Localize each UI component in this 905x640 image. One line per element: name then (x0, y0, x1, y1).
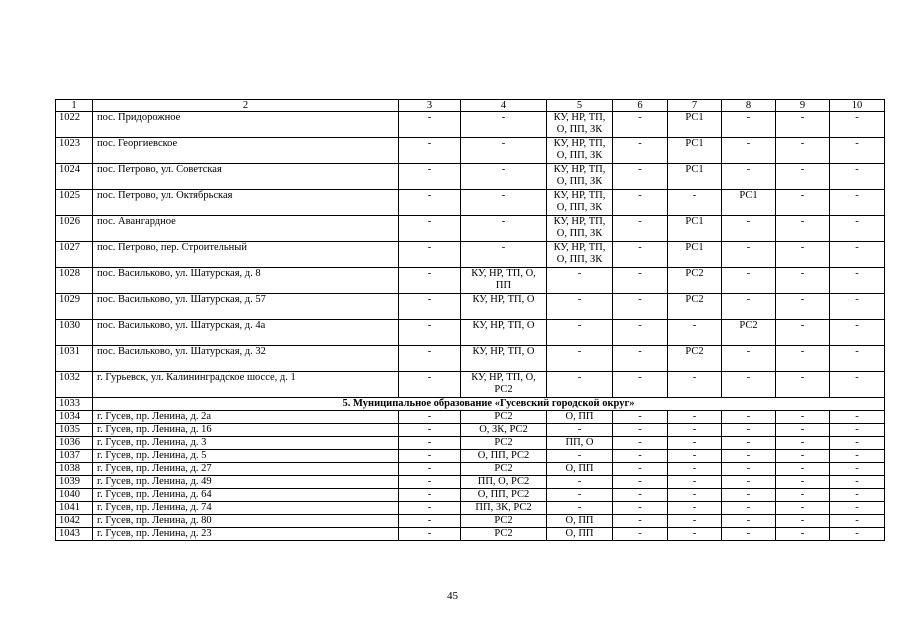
header-cell: 2 (93, 100, 399, 112)
table-cell: О, ПП (547, 411, 613, 424)
table-cell: КУ, НР, ТП, О, ПП, ЗК (547, 216, 613, 242)
table-cell: - (399, 164, 461, 190)
table-cell: - (547, 476, 613, 489)
table-row (56, 502, 885, 515)
table-cell: РС2 (668, 294, 722, 320)
table-cell: - (668, 476, 722, 489)
table-cell: - (722, 437, 776, 450)
table-cell: - (830, 242, 885, 268)
table-cell: - (776, 138, 830, 164)
table-cell: - (722, 138, 776, 164)
table-cell: - (830, 268, 885, 294)
table-cell: - (613, 528, 668, 541)
address-cell: г. Гусев, пр. Ленина, д. 23 (93, 528, 399, 541)
table-cell: КУ, НР, ТП, О, ПП, ЗК (547, 190, 613, 216)
table-cell: РС2 (461, 528, 547, 541)
table-cell: - (399, 437, 461, 450)
table-cell: - (830, 190, 885, 216)
table-cell: - (830, 515, 885, 528)
row-number: 1035 (56, 424, 93, 437)
table-cell: - (399, 138, 461, 164)
table-cell: - (722, 164, 776, 190)
table-row (56, 112, 885, 138)
address-cell: г. Гусев, пр. Ленина, д. 49 (93, 476, 399, 489)
table-cell: - (399, 320, 461, 346)
row-number: 1022 (56, 112, 93, 138)
table-cell: - (547, 450, 613, 463)
table-cell: - (613, 242, 668, 268)
address-cell: пос. Васильково, ул. Шатурская, д. 4а (93, 320, 399, 346)
table-cell: - (830, 476, 885, 489)
address-cell: пос. Придорожное (93, 112, 399, 138)
table-row (56, 268, 885, 294)
table-cell: - (461, 242, 547, 268)
address-cell: г. Гусев, пр. Ленина, д. 80 (93, 515, 399, 528)
table-cell: - (613, 138, 668, 164)
table-cell: - (830, 294, 885, 320)
table-row (56, 242, 885, 268)
table-cell: - (668, 528, 722, 541)
table-cell: - (399, 489, 461, 502)
table-cell: - (830, 138, 885, 164)
row-number: 1034 (56, 411, 93, 424)
address-cell: г. Гурьевск, ул. Калининградское шоссе, д. 1 (93, 372, 399, 398)
table-row (56, 216, 885, 242)
table-cell: - (830, 450, 885, 463)
table-cell: - (613, 437, 668, 450)
address-cell: пос. Васильково, ул. Шатурская, д. 32 (93, 346, 399, 372)
table-cell: КУ, НР, ТП, О (461, 320, 547, 346)
table-cell: - (547, 489, 613, 502)
table-cell: - (830, 346, 885, 372)
table-cell: - (830, 411, 885, 424)
table-cell: РС2 (722, 320, 776, 346)
table-cell: - (668, 450, 722, 463)
table-cell: - (722, 411, 776, 424)
table-cell: - (830, 164, 885, 190)
row-number: 1031 (56, 346, 93, 372)
row-number: 1023 (56, 138, 93, 164)
table-cell: - (547, 424, 613, 437)
row-number: 1027 (56, 242, 93, 268)
table-cell: КУ, НР, ТП, О, ПП, ЗК (547, 112, 613, 138)
header-cell: 5 (547, 100, 613, 112)
table-row (56, 476, 885, 489)
table-row (56, 138, 885, 164)
table-cell: - (776, 411, 830, 424)
table-row (56, 489, 885, 502)
row-number: 1036 (56, 437, 93, 450)
table-body (56, 100, 885, 541)
header-cell: 8 (722, 100, 776, 112)
table-row (56, 528, 885, 541)
table-row (56, 164, 885, 190)
table-cell: - (613, 489, 668, 502)
table-cell: КУ, НР, ТП, О, РС2 (461, 372, 547, 398)
header-cell: 3 (399, 100, 461, 112)
table-cell: - (668, 489, 722, 502)
row-number: 1037 (56, 450, 93, 463)
table-cell: РС2 (461, 411, 547, 424)
table-cell: РС2 (668, 268, 722, 294)
address-cell: г. Гусев, пр. Ленина, д. 64 (93, 489, 399, 502)
row-number: 1028 (56, 268, 93, 294)
address-cell: г. Гусев, пр. Ленина, д. 2а (93, 411, 399, 424)
table-cell: - (776, 515, 830, 528)
table-cell: - (668, 502, 722, 515)
table-cell: - (399, 190, 461, 216)
table-cell: - (722, 424, 776, 437)
table-cell: О, ПП (547, 463, 613, 476)
table-cell: - (461, 112, 547, 138)
table-cell: - (776, 190, 830, 216)
row-number: 1042 (56, 515, 93, 528)
table-cell: - (668, 437, 722, 450)
table-row (56, 190, 885, 216)
header-cell: 4 (461, 100, 547, 112)
table-cell: - (776, 372, 830, 398)
table-cell: - (547, 346, 613, 372)
table-cell: РС1 (668, 164, 722, 190)
section-row (56, 398, 885, 411)
table-cell: КУ, НР, ТП, О, ПП, ЗК (547, 242, 613, 268)
row-number: 1029 (56, 294, 93, 320)
table-cell: - (547, 372, 613, 398)
table-cell: - (776, 346, 830, 372)
table-cell: - (830, 502, 885, 515)
table-cell: - (722, 476, 776, 489)
table-cell: - (830, 424, 885, 437)
table-cell: - (613, 515, 668, 528)
table-cell: - (830, 463, 885, 476)
table-row (56, 294, 885, 320)
table-cell: - (776, 489, 830, 502)
table-cell: - (776, 437, 830, 450)
table-cell: - (776, 294, 830, 320)
row-number: 1039 (56, 476, 93, 489)
table-cell: - (461, 190, 547, 216)
table-cell: - (776, 463, 830, 476)
table-cell: - (613, 164, 668, 190)
table-cell: РС1 (722, 190, 776, 216)
address-cell: пос. Петрово, ул. Октябрьская (93, 190, 399, 216)
table-cell: - (461, 138, 547, 164)
table-cell: - (613, 424, 668, 437)
table-cell: - (613, 502, 668, 515)
table-cell: - (613, 320, 668, 346)
section-title: 5. Муниципальное образование «Гусевский городской округ» (93, 398, 885, 411)
address-cell: г. Гусев, пр. Ленина, д. 5 (93, 450, 399, 463)
table-cell: РС1 (668, 112, 722, 138)
table-cell: - (399, 450, 461, 463)
table-cell: - (830, 372, 885, 398)
table-cell: РС2 (461, 437, 547, 450)
address-cell: пос. Васильково, ул. Шатурская, д. 8 (93, 268, 399, 294)
table-cell: - (668, 320, 722, 346)
table-cell: РС1 (668, 242, 722, 268)
table-cell: - (668, 372, 722, 398)
table-row (56, 437, 885, 450)
table-cell: - (613, 463, 668, 476)
table-cell: - (830, 489, 885, 502)
address-cell: г. Гусев, пр. Ленина, д. 16 (93, 424, 399, 437)
table-cell: - (830, 528, 885, 541)
table-cell: РС2 (668, 346, 722, 372)
row-number: 1025 (56, 190, 93, 216)
table-cell: РС1 (668, 138, 722, 164)
row-number: 1024 (56, 164, 93, 190)
header-cell: 6 (613, 100, 668, 112)
table-cell: - (399, 411, 461, 424)
table-cell: - (547, 294, 613, 320)
table-cell: - (776, 320, 830, 346)
table-cell: - (722, 463, 776, 476)
table-cell: - (461, 216, 547, 242)
table-cell: - (399, 502, 461, 515)
header-cell: 1 (56, 100, 93, 112)
table-cell: - (776, 164, 830, 190)
table-cell: - (399, 242, 461, 268)
table-cell: - (613, 216, 668, 242)
table-cell: - (776, 502, 830, 515)
table-cell: - (776, 476, 830, 489)
table-row (56, 463, 885, 476)
row-number: 1043 (56, 528, 93, 541)
table-cell: - (399, 515, 461, 528)
row-number: 1038 (56, 463, 93, 476)
address-cell: г. Гусев, пр. Ленина, д. 27 (93, 463, 399, 476)
header-row (56, 100, 885, 112)
address-cell: пос. Васильково, ул. Шатурская, д. 57 (93, 294, 399, 320)
table-cell: КУ, НР, ТП, О, ПП (461, 268, 547, 294)
table-cell: - (776, 242, 830, 268)
table-cell: - (722, 515, 776, 528)
table-cell: - (399, 294, 461, 320)
table-row (56, 346, 885, 372)
table-cell: - (776, 528, 830, 541)
table-cell: - (722, 528, 776, 541)
table-cell: - (399, 476, 461, 489)
table-cell: - (399, 463, 461, 476)
header-cell: 7 (668, 100, 722, 112)
table-cell: - (776, 424, 830, 437)
table-cell: КУ, НР, ТП, О, ПП, ЗК (547, 138, 613, 164)
table-row (56, 372, 885, 398)
table-row (56, 450, 885, 463)
table-cell: - (399, 424, 461, 437)
table-cell: - (613, 268, 668, 294)
table-cell: - (613, 450, 668, 463)
table-cell: - (547, 320, 613, 346)
row-number: 1033 (56, 398, 93, 411)
address-cell: г. Гусев, пр. Ленина, д. 74 (93, 502, 399, 515)
table-cell: - (722, 502, 776, 515)
table-cell: - (830, 112, 885, 138)
row-number: 1032 (56, 372, 93, 398)
row-number: 1030 (56, 320, 93, 346)
table-cell: КУ, НР, ТП, О, ПП, ЗК (547, 164, 613, 190)
table-cell: - (547, 502, 613, 515)
table-cell: О, ЗК, РС2 (461, 424, 547, 437)
table-cell: - (613, 294, 668, 320)
table-row (56, 320, 885, 346)
table-row (56, 424, 885, 437)
table-cell: - (399, 372, 461, 398)
table-cell: - (399, 216, 461, 242)
address-cell: пос. Георгиевское (93, 138, 399, 164)
table-cell: РС2 (461, 463, 547, 476)
address-cell: пос. Авангардное (93, 216, 399, 242)
header-cell: 10 (830, 100, 885, 112)
table-cell: - (613, 346, 668, 372)
table-cell: - (722, 268, 776, 294)
address-cell: пос. Петрово, пер. Строительный (93, 242, 399, 268)
table-cell: - (722, 294, 776, 320)
table-cell: О, ПП (547, 528, 613, 541)
table-cell: - (722, 346, 776, 372)
table-cell: - (668, 463, 722, 476)
table-cell: - (830, 216, 885, 242)
table-cell: - (722, 489, 776, 502)
table-cell: - (399, 528, 461, 541)
table-cell: - (722, 112, 776, 138)
table-cell: - (613, 190, 668, 216)
table-cell: РС1 (668, 216, 722, 242)
table-cell: - (776, 112, 830, 138)
table-cell: - (722, 242, 776, 268)
table-cell: - (668, 515, 722, 528)
table-cell: - (547, 268, 613, 294)
table-cell: - (776, 268, 830, 294)
table-cell: - (613, 372, 668, 398)
table-cell: ПП, О, РС2 (461, 476, 547, 489)
table-cell: - (613, 112, 668, 138)
table-cell: - (613, 476, 668, 489)
table-cell: КУ, НР, ТП, О (461, 346, 547, 372)
table-cell: О, ПП (547, 515, 613, 528)
table-cell: - (722, 216, 776, 242)
table-cell: - (668, 411, 722, 424)
header-cell: 9 (776, 100, 830, 112)
address-cell: пос. Петрово, ул. Советская (93, 164, 399, 190)
table-cell: - (399, 346, 461, 372)
table-cell: - (668, 424, 722, 437)
table-cell: - (776, 216, 830, 242)
table-cell: - (613, 411, 668, 424)
table-cell: О, ПП, РС2 (461, 489, 547, 502)
table-row (56, 411, 885, 424)
table-cell: - (830, 437, 885, 450)
table-cell: РС2 (461, 515, 547, 528)
table-cell: - (399, 268, 461, 294)
table-cell: - (668, 190, 722, 216)
table-cell: ПП, О (547, 437, 613, 450)
row-number: 1041 (56, 502, 93, 515)
table-cell: - (830, 320, 885, 346)
table-cell: - (461, 164, 547, 190)
table-row (56, 515, 885, 528)
table-cell: - (399, 112, 461, 138)
data-table (55, 99, 885, 541)
row-number: 1026 (56, 216, 93, 242)
table-cell: - (722, 372, 776, 398)
table-cell: КУ, НР, ТП, О (461, 294, 547, 320)
table-cell: - (722, 450, 776, 463)
table-cell: - (776, 450, 830, 463)
address-cell: г. Гусев, пр. Ленина, д. 3 (93, 437, 399, 450)
page-number: 45 (447, 590, 458, 602)
table-cell: О, ПП, РС2 (461, 450, 547, 463)
table-cell: ПП, ЗК, РС2 (461, 502, 547, 515)
row-number: 1040 (56, 489, 93, 502)
